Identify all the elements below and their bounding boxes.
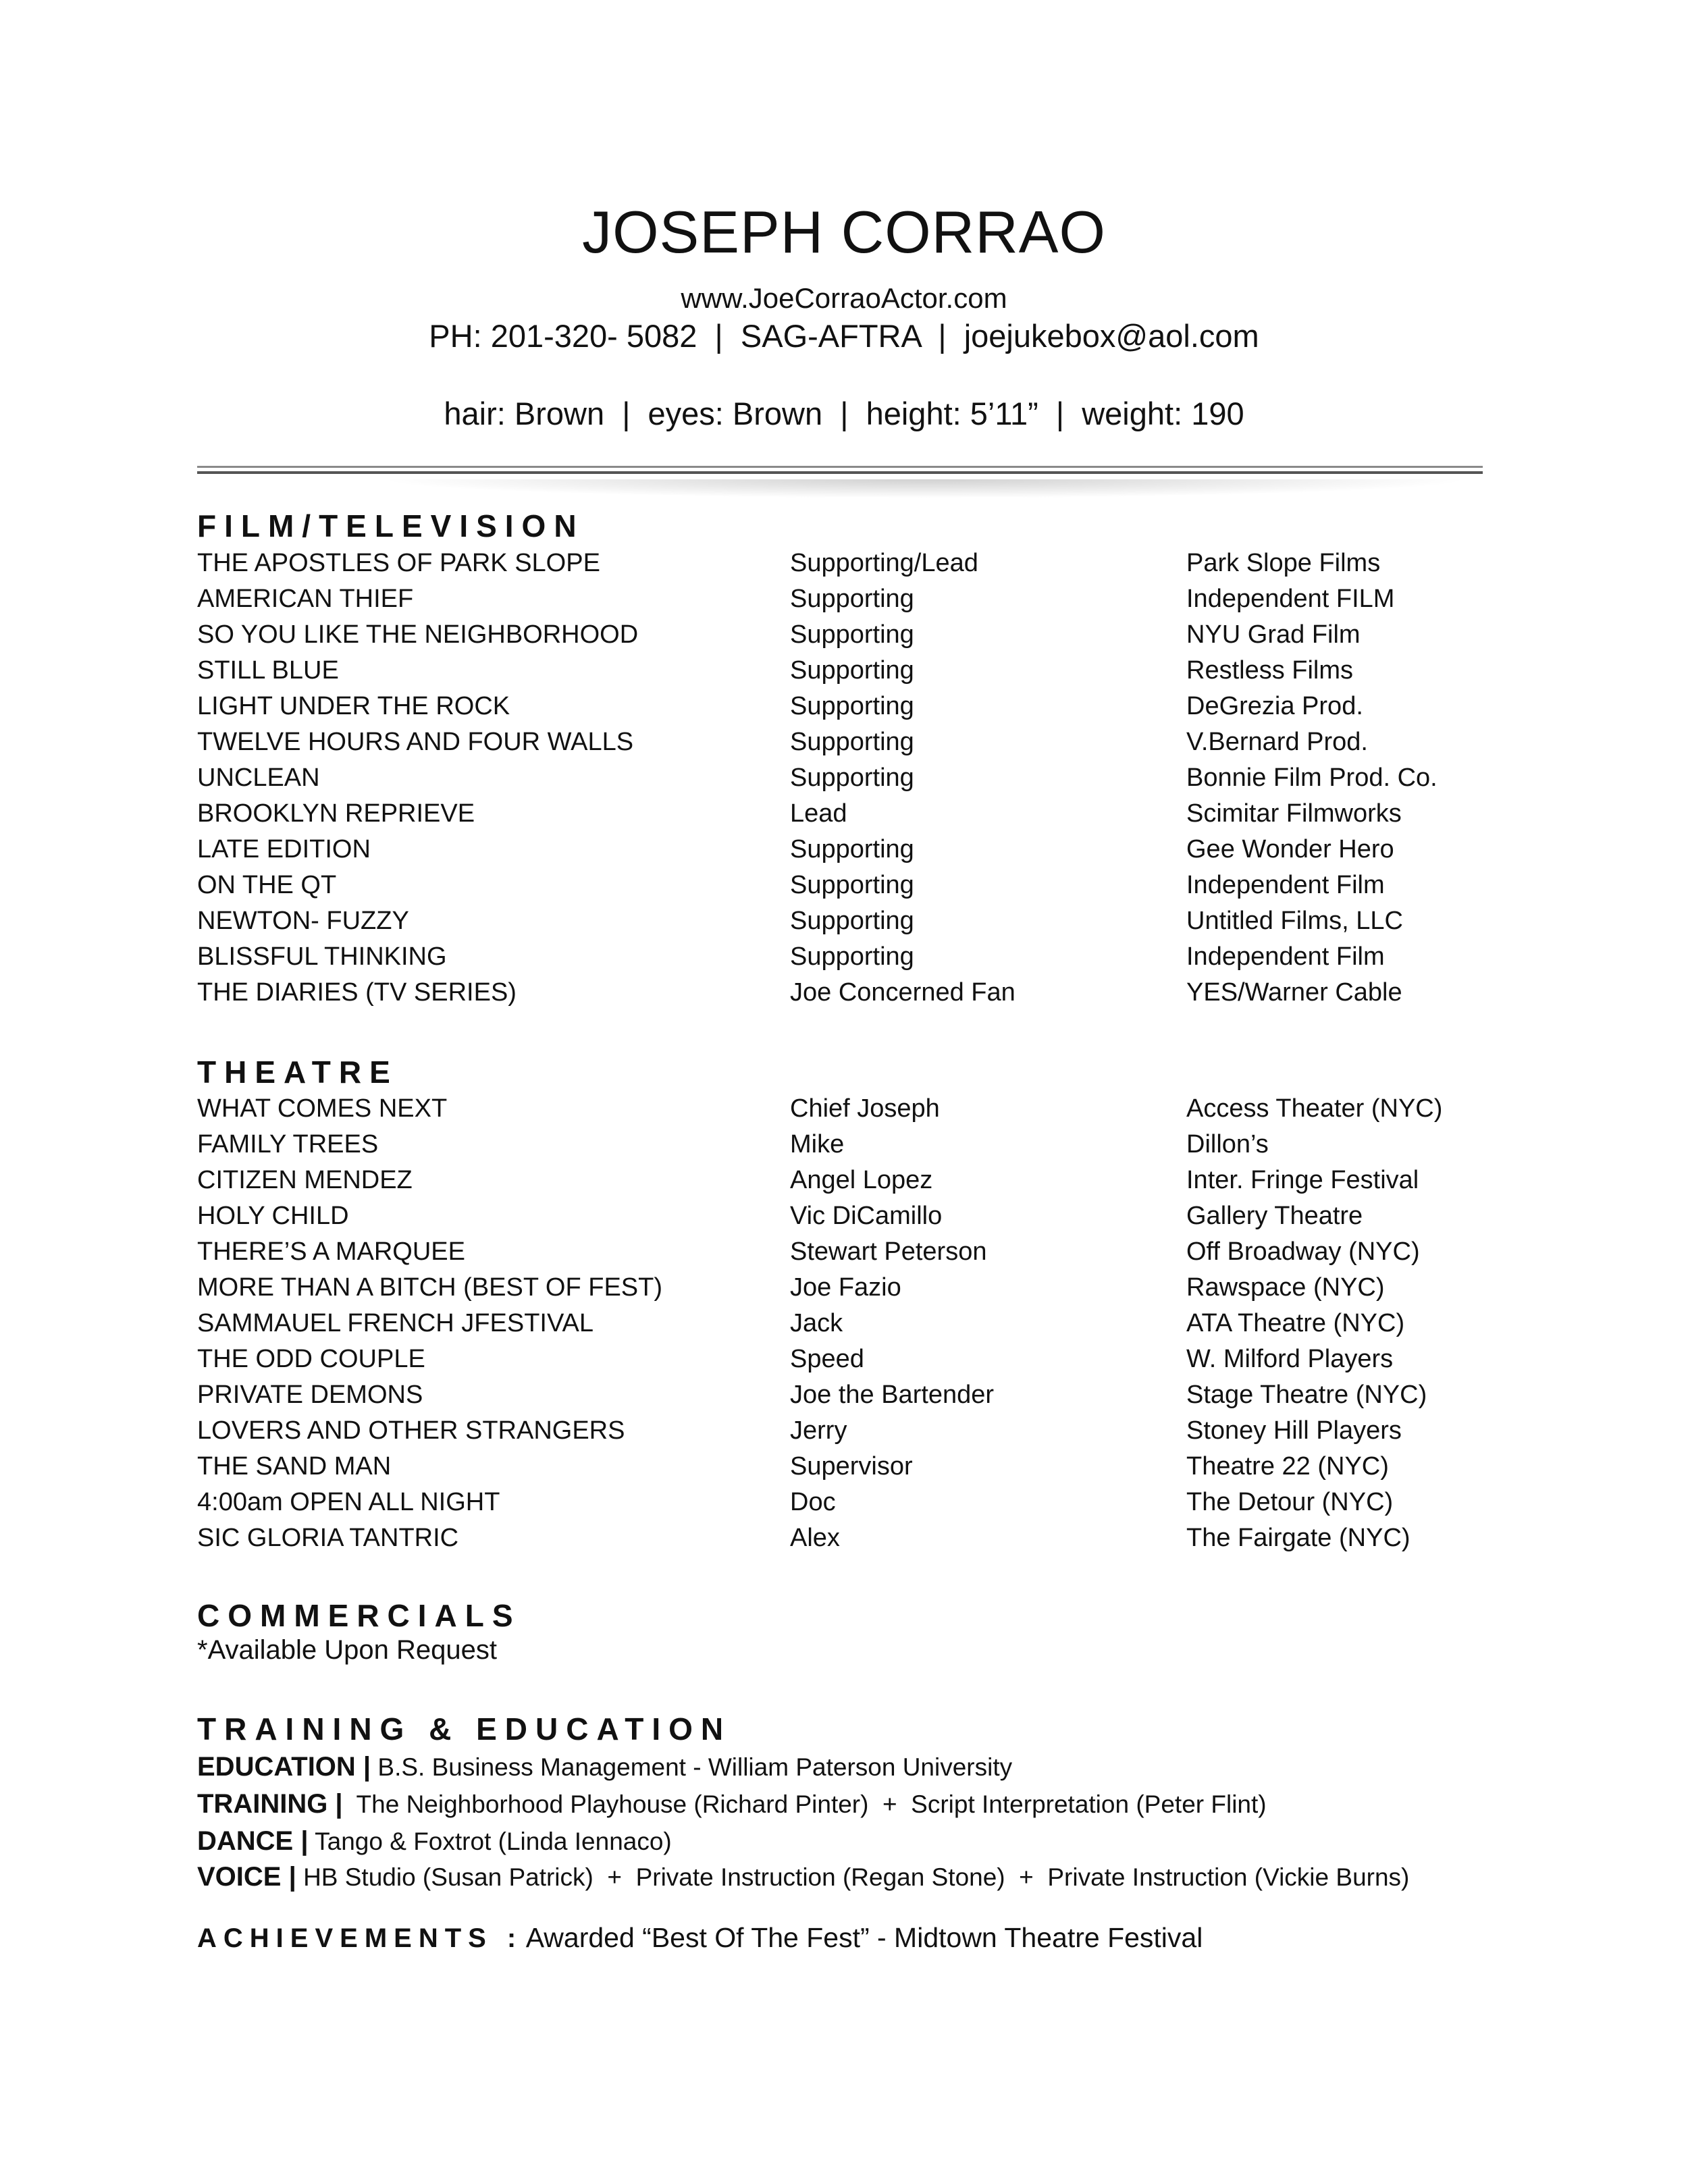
- credit-role: Mike: [790, 1130, 845, 1158]
- credit-company: V.Bernard Prod.: [1186, 728, 1368, 756]
- film-credits: [197, 545, 1480, 1011]
- credit-title: LOVERS AND OTHER STRANGERS: [197, 1416, 625, 1445]
- credit-company: Scimitar Filmworks: [1186, 799, 1402, 828]
- dance-line: [197, 1823, 672, 1860]
- credit-title: SO YOU LIKE THE NEIGHBORHOOD: [197, 620, 639, 649]
- credit-company: Stoney Hill Players: [1186, 1416, 1402, 1445]
- credit-title: BROOKLYN REPRIEVE: [197, 799, 475, 828]
- achievements-text: Awarded “Best Of The Fest” - Midtown Theatre Festival: [525, 1922, 1203, 1953]
- credit-title: MORE THAN A BITCH (BEST OF FEST): [197, 1273, 663, 1302]
- credit-company: Independent Film: [1186, 871, 1385, 899]
- education-line: [197, 1749, 1012, 1786]
- credit-role: Alex: [790, 1524, 840, 1552]
- credit-row: [197, 832, 1480, 868]
- credit-company: Restless Films: [1186, 656, 1354, 685]
- training-heading: TRAINING & EDUCATION: [197, 1711, 732, 1747]
- credit-title: WHAT COMES NEXT: [197, 1094, 448, 1123]
- credit-title: CITIZEN MENDEZ: [197, 1166, 413, 1194]
- credit-row: [197, 1198, 1480, 1234]
- credit-role: Supporting: [790, 871, 914, 899]
- credit-row: [197, 1127, 1480, 1163]
- credit-title: NEWTON- FUZZY: [197, 907, 409, 935]
- credit-role: Jerry: [790, 1416, 847, 1445]
- credit-company: Theatre 22 (NYC): [1186, 1452, 1389, 1481]
- credit-role: Doc: [790, 1488, 836, 1516]
- credit-row: [197, 724, 1480, 760]
- credit-role: Supporting: [790, 907, 914, 935]
- credit-role: Joe the Bartender: [790, 1381, 995, 1409]
- credit-role: Supporting: [790, 728, 914, 756]
- credit-row: [197, 689, 1480, 724]
- credit-company: Untitled Films, LLC: [1186, 907, 1403, 935]
- credit-row: [197, 868, 1480, 903]
- credit-title: PRIVATE DEMONS: [197, 1381, 423, 1409]
- credit-row: [197, 1306, 1480, 1341]
- credit-company: Stage Theatre (NYC): [1186, 1381, 1427, 1409]
- credit-company: Off Broadway (NYC): [1186, 1237, 1420, 1266]
- credit-role: Supporting: [790, 764, 914, 792]
- film-heading: FILM/TELEVISION: [197, 508, 585, 543]
- credit-title: THE APOSTLES OF PARK SLOPE: [197, 549, 600, 577]
- credit-title: ON THE QT: [197, 871, 337, 899]
- credit-title: THE DIARIES (TV SERIES): [197, 978, 517, 1007]
- credit-row: [197, 1485, 1480, 1520]
- credit-company: Gee Wonder Hero: [1186, 835, 1394, 863]
- credit-role: Chief Joseph: [790, 1094, 940, 1123]
- credit-role: Angel Lopez: [790, 1166, 933, 1194]
- commercials-heading: COMMERCIALS: [197, 1598, 521, 1633]
- credit-row: [197, 1341, 1480, 1377]
- credit-role: Joe Concerned Fan: [790, 978, 1016, 1007]
- credit-row: [197, 903, 1480, 939]
- credit-row: [197, 1270, 1480, 1306]
- credit-company: Park Slope Films: [1186, 549, 1381, 577]
- credit-role: Supporting: [790, 620, 914, 649]
- theatre-credits: [197, 1091, 1480, 1556]
- credit-row: [197, 1163, 1480, 1198]
- credit-company: Access Theater (NYC): [1186, 1094, 1443, 1123]
- contact-line: PH: 201-320- 5082 | SAG-AFTRA | joejukebox@aol.com: [429, 318, 1259, 354]
- credit-title: TWELVE HOURS AND FOUR WALLS: [197, 728, 634, 756]
- credit-role: Vic DiCamillo: [790, 1202, 943, 1230]
- credit-role: Stewart Peterson: [790, 1237, 987, 1266]
- credit-role: Speed: [790, 1345, 864, 1373]
- credit-row: [197, 796, 1480, 832]
- credit-role: Jack: [790, 1309, 843, 1337]
- theatre-heading: THEATRE: [197, 1055, 398, 1090]
- credit-title: SAMMAUEL FRENCH JFESTIVAL: [197, 1309, 594, 1337]
- achievements-label: ACHIEVEMENTS :: [197, 1923, 523, 1953]
- credit-company: ATA Theatre (NYC): [1186, 1309, 1405, 1337]
- credit-row: [197, 1449, 1480, 1485]
- credit-company: The Fairgate (NYC): [1186, 1524, 1410, 1552]
- credit-title: THE ODD COUPLE: [197, 1345, 425, 1373]
- credit-company: Bonnie Film Prod. Co.: [1186, 764, 1438, 792]
- credit-company: The Detour (NYC): [1186, 1488, 1394, 1516]
- credit-company: Rawspace (NYC): [1186, 1273, 1385, 1302]
- voice-line: [197, 1859, 1409, 1896]
- training-text: The Neighborhood Playhouse (Richard Pinter) + Script Interpretation (Peter Flint): [356, 1790, 1267, 1818]
- credit-row: [197, 975, 1480, 1011]
- credit-title: UNCLEAN: [197, 764, 320, 792]
- credit-title: 4:00am OPEN ALL NIGHT: [197, 1488, 500, 1516]
- credit-row: [197, 581, 1480, 617]
- dance-label: DANCE |: [197, 1826, 309, 1856]
- credit-company: W. Milford Players: [1186, 1345, 1394, 1373]
- credit-title: THERE’S A MARQUEE: [197, 1237, 465, 1266]
- credit-title: STILL BLUE: [197, 656, 339, 685]
- training-label: TRAINING |: [197, 1789, 343, 1819]
- website: www.JoeCorraoActor.com: [681, 282, 1007, 314]
- education-text: B.S. Business Management - William Paterson University: [377, 1753, 1013, 1781]
- credit-row: [197, 1377, 1480, 1413]
- credit-title: FAMILY TREES: [197, 1130, 379, 1158]
- credit-role: Joe Fazio: [790, 1273, 901, 1302]
- credit-role: Supporting: [790, 692, 914, 720]
- training-line: [197, 1786, 1267, 1823]
- credit-role: Lead: [790, 799, 847, 828]
- credit-role: Supporting: [790, 942, 914, 971]
- commercials-note: *Available Upon Request: [197, 1635, 498, 1665]
- credit-row: [197, 1091, 1480, 1127]
- achievements-line: [197, 1924, 1203, 1952]
- credit-title: THE SAND MAN: [197, 1452, 392, 1481]
- credit-row: [197, 545, 1480, 581]
- dance-text: Tango & Foxtrot (Linda Iennaco): [315, 1828, 672, 1855]
- credit-title: SIC GLORIA TANTRIC: [197, 1524, 459, 1552]
- credit-company: Independent Film: [1186, 942, 1385, 971]
- education-label: EDUCATION |: [197, 1752, 371, 1782]
- physical-stats: hair: Brown | eyes: Brown | height: 5’11” | weight: 190: [444, 396, 1244, 431]
- credit-role: Supporting: [790, 835, 914, 863]
- credit-role: Supporting: [790, 656, 914, 685]
- credit-title: LATE EDITION: [197, 835, 371, 863]
- credit-role: Supporting: [790, 585, 914, 613]
- credit-company: Inter. Fringe Festival: [1186, 1166, 1419, 1194]
- credit-title: LIGHT UNDER THE ROCK: [197, 692, 510, 720]
- credit-row: [197, 617, 1480, 653]
- credit-company: DeGrezia Prod.: [1186, 692, 1363, 720]
- voice-text: HB Studio (Susan Patrick) + Private Instruction (Regan Stone) + Private Instruction (Vickie Burns): [303, 1863, 1410, 1891]
- credit-row: [197, 1520, 1480, 1556]
- credit-row: [197, 939, 1480, 975]
- header-divider: [197, 466, 1483, 474]
- voice-label: VOICE |: [197, 1862, 296, 1892]
- credit-title: BLISSFUL THINKING: [197, 942, 447, 971]
- credit-title: AMERICAN THIEF: [197, 585, 414, 613]
- credit-role: Supervisor: [790, 1452, 913, 1481]
- credit-company: Gallery Theatre: [1186, 1202, 1363, 1230]
- credit-role: Supporting/Lead: [790, 549, 978, 577]
- credit-title: HOLY CHILD: [197, 1202, 349, 1230]
- resume-name: JOSEPH CORRAO: [582, 198, 1106, 265]
- credit-company: Independent FILM: [1186, 585, 1395, 613]
- credit-company: NYU Grad Film: [1186, 620, 1361, 649]
- credit-row: [197, 1413, 1480, 1449]
- credit-row: [197, 760, 1480, 796]
- credit-row: [197, 653, 1480, 689]
- divider-shadow: [378, 479, 1472, 498]
- credit-company: YES/Warner Cable: [1186, 978, 1402, 1007]
- credit-company: Dillon’s: [1186, 1130, 1269, 1158]
- credit-row: [197, 1234, 1480, 1270]
